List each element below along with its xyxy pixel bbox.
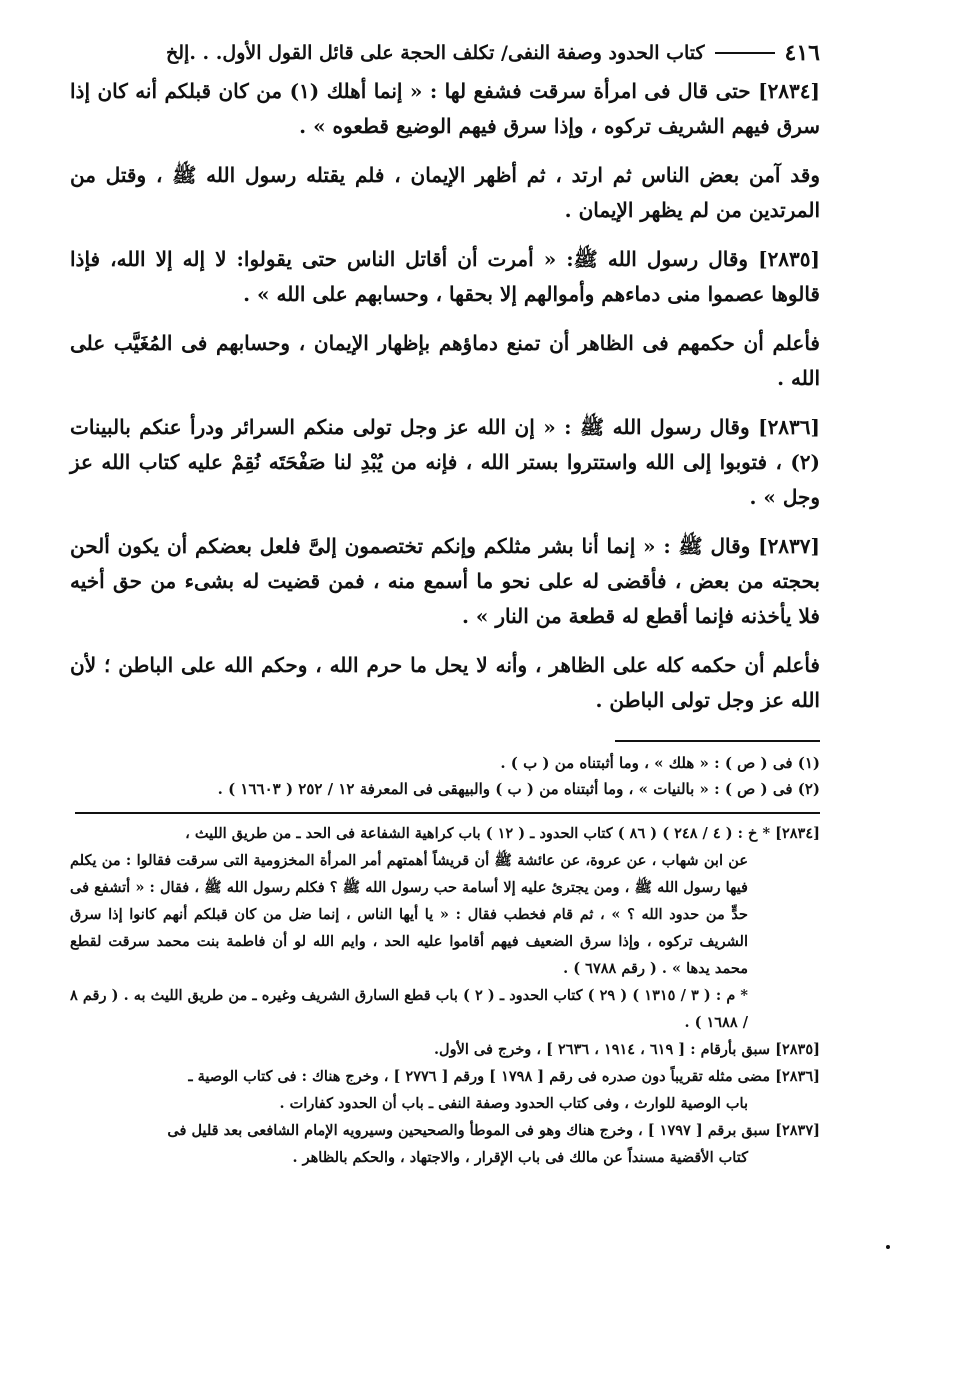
paragraph: وقد آمن بعض الناس ثم ارتد ، ثم أظهر الإيمان ، فلم يقتله رسول الله ﷺ ، وقتل من المرتدين من لم يظهر الإيمان . (70, 163, 820, 222)
footnote-1: (١) فى ( ص ) : « هلك » ، وما أثبتناه من ( ب ) . (500, 754, 820, 772)
page-header (70, 40, 820, 74)
sources-separator (75, 812, 820, 814)
source-note-text: باب الوصية للوارث ، وفى كتاب الحدود وصفة النفى ـ باب أن الحدود كفارات . (279, 1095, 748, 1112)
main-text (70, 74, 820, 718)
paragraph: فأعلم أن حكمه كله على الظاهر ، وأنه لا يحل ما حرم الله ، وحكم الله على الباطن ؛ لأن الله عز وجل تولى الباطن . (70, 653, 820, 712)
source-note-text: عن ابن شهاب ، عن عروة، عن عائشة ﷺ أن قريشاً أهمتهم أمر المرأة المخزومية التى سرقت فقالوا : من يكلم فيها رسول الله ﷺ ، ومن يجترئ عليه إلا أسامة حب رسول الله ﷺ ؟ فكلم رسول الله ﷺ ، فقال : « أتشفع فى حدٍّ من حدود الله ؟ » ، ثم قام فخطب فقال : « يا أيها الناس ، إنما ضل من كان قبلكم أنهم كانوا إذا سرق الشريف تركوه ، وإذا سرق الضعيف فيهم أقاموا عليه الحد ، وايم الله لو أن فاطمة بنت محمد سرقت لقطع محمد يدها » . ( رقم ٦٧٨٨ ) . (70, 852, 748, 977)
paragraph-2834: [٢٨٣٤] حتى قال فى امرأة سرقت فشفع لها : « إنما أهلك (١) من كان قبلكم أنه كان إذا سرق فيهم الشريف تركوه ، وإذا سرق فيهم الوضيع قطعوه » . (70, 79, 820, 138)
paragraph-2837: [٢٨٣٧] وقال ﷺ : « إنما أنا بشر مثلكم وإنكم تختصمون إلىَّ فلعل بعضكم أن يكون ألحن بحجته من بعض ، فأقضى له على نحو ما أسمع منه ، فمن قضيت له بشىء من حق أخيه فلا يأخذنه فإنما أقطع له قطعة من النار » . (70, 534, 820, 628)
source-note-2835: [٢٨٣٥] سبق بأرقام : [ ٦١٩ ، ١٩١٤ ، ٢٦٣٦ ] ، وخرج فى الأول. (433, 1041, 820, 1058)
source-note-text: كتاب الأقضية مسنداً عن مالك فى باب الإقرار ، والاجتهاد ، والحكم بالظاهر . (292, 1149, 748, 1166)
source-note-2837: [٢٨٣٧] سبق برقم [ ١٧٩٧ ] ، وخرج هناك وهو فى الموطأ والصحيحين وسيرويه الإمام الشافعى بعد قليل فى (167, 1122, 820, 1139)
book-page (70, 40, 820, 1171)
source-note-2834: [٢٨٣٤] * خ : ( ٤ / ٢٤٨ ) ( ٨٦ ) كتاب الحدود ـ ( ١٢ ) باب كراهية الشفاعة فى الحد ـ من طريق الليث ، (185, 825, 820, 842)
footnote-2: (٢) فى ( ص ) : « بالنيات » ، وما أثبتناه من ( ب ) والبيهقى فى المعرفة ١٢ / ٢٥٢ ( ١٦٦٠٣ ) . (217, 780, 820, 798)
paragraph-2836: [٢٨٣٦] وقال رسول الله ﷺ : « إن الله عز وجل تولى منكم السرائر ودرأ عنكم بالبينات (٢) ، فتوبوا إلى الله واستتروا بستر الله ، فإنه من يُبْدِ لنا صَفْحَتَه نُقِمْ عليه كتاب الله عز وجل » . (70, 415, 820, 509)
margin-dot (886, 1245, 890, 1249)
source-note-2836: [٢٨٣٦] مضى مثله تقريباً دون صدره فى رقم [ ١٧٩٨ ] ورقم [ ٢٧٧٦ ] ، وخرج هناك : فى كتاب الوصية ـ (188, 1068, 820, 1085)
header-rule (715, 52, 775, 54)
paragraph: فأعلم أن حكمهم فى الظاهر أن تمنع دماؤهم بإظهار الإيمان ، وحسابهم فى المُغَيَّب على الله . (70, 331, 820, 390)
running-title: كتاب الحدود وصفة النفى/ تكلف الحجة على قائل القول الأول. . .إلخ (165, 42, 705, 64)
page-number: ٤١٦ (784, 40, 820, 66)
paragraph-2835: [٢٨٣٥] وقال رسول الله ﷺ: « أمرت أن أقاتل الناس حتى يقولوا: لا إله إلا الله، فإذا قالوها عصموا منى دماءهم وأموالهم إلا بحقها ، وحسابهم على الله » . (70, 247, 820, 306)
footnote-separator (615, 740, 820, 742)
footnotes (70, 750, 820, 802)
source-note-text: * م : ( ٣ / ١٣١٥ ) ( ٢٩ ) كتاب الحدود ـ ( ٢ ) باب قطع السارق الشريف وغيره ـ من طريق الليث به . ( رقم ٨ / ١٦٨٨ ) . (70, 987, 749, 1031)
source-notes (70, 820, 820, 1171)
